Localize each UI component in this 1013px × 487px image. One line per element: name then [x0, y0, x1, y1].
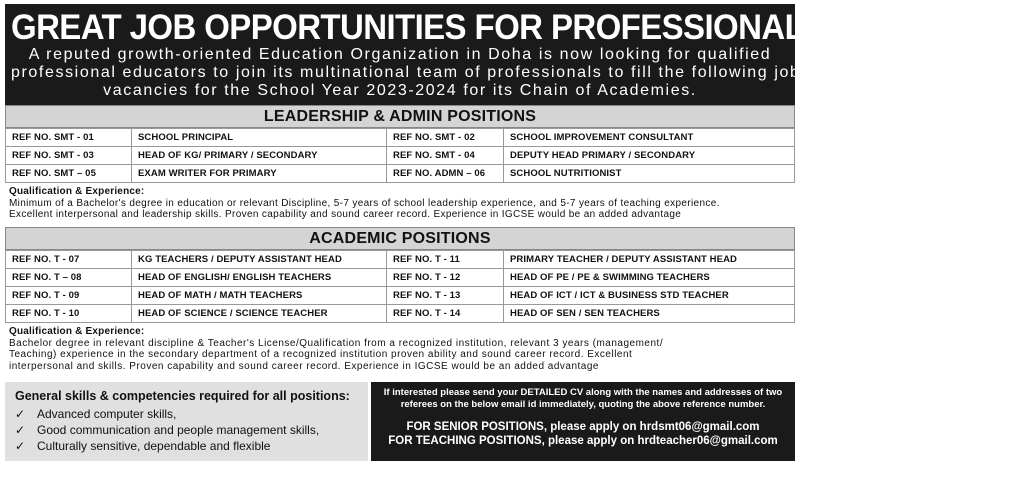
ref-number: REF NO. T - 14 — [387, 305, 504, 323]
skills-heading: General skills & competencies required for all positions: — [15, 389, 350, 403]
position-title: HEAD OF PE / PE & SWIMMING TEACHERS — [504, 269, 795, 287]
position-title: HEAD OF ICT / ICT & BUSINESS STD TEACHER — [504, 287, 795, 305]
ref-number: REF NO. T - 09 — [6, 287, 132, 305]
list-item — [15, 438, 358, 454]
teaching-apply-email: FOR TEACHING POSITIONS, please apply on hrdteacher06@gmail.com — [388, 435, 778, 447]
qualification-line: Bachelor degree in relevant discipline & Teacher's License/Qualification from a recognized institution, relevant 3 years (management/ — [9, 337, 664, 349]
ref-number: REF NO. T – 08 — [6, 269, 132, 287]
position-title: SCHOOL PRINCIPAL — [132, 129, 387, 147]
position-title: HEAD OF SCIENCE / SCIENCE TEACHER — [132, 305, 387, 323]
ref-number: REF NO. T - 13 — [387, 287, 504, 305]
apply-panel — [371, 382, 795, 461]
position-title: PRIMARY TEACHER / DEPUTY ASSISTANT HEAD — [504, 251, 795, 269]
leadership-section-title: LEADERSHIP & ADMIN POSITIONS — [5, 105, 795, 128]
academic-positions-table — [5, 250, 795, 323]
checkmark-icon: ✓ — [15, 439, 26, 453]
ref-number: REF NO. SMT - 03 — [6, 147, 132, 165]
table-row — [6, 251, 795, 269]
ref-number: REF NO. T - 07 — [6, 251, 132, 269]
leadership-positions-table — [5, 128, 795, 183]
leadership-qualification — [5, 183, 795, 227]
header-banner — [5, 4, 1013, 105]
qualification-heading: Qualification & Experience: — [9, 326, 145, 337]
ad-title: GREAT JOB OPPORTUNITIES FOR PROFESSIONAL EDUCATORS — [11, 6, 1013, 47]
skill-text: Culturally sensitive, dependable and flexible — [37, 439, 271, 453]
academic-section-title: ACADEMIC POSITIONS — [5, 227, 795, 250]
ref-number: REF NO. T - 12 — [387, 269, 504, 287]
ref-number: REF NO. SMT - 02 — [387, 129, 504, 147]
apply-instructions: referees on the below email id immediately, quoting the above reference number. — [400, 399, 766, 410]
position-title: HEAD OF KG/ PRIMARY / SECONDARY — [132, 147, 387, 165]
qualification-line: Excellent interpersonal and leadership skills. Proven capability and sound career record. Experience in IGCSE would be an added advantage — [9, 209, 682, 220]
intro-line: professional educators to join its multinational team of professionals to fill the following job — [11, 64, 801, 81]
skill-text: Advanced computer skills, — [37, 407, 177, 421]
ref-number: REF NO. T - 11 — [387, 251, 504, 269]
footer-panels — [5, 382, 795, 461]
intro-line: A reputed growth-oriented Education Organization in Doha is now looking for qualified — [28, 46, 772, 63]
position-title: HEAD OF ENGLISH/ ENGLISH TEACHERS — [132, 269, 387, 287]
ref-number: REF NO. SMT - 04 — [387, 147, 504, 165]
skills-panel — [5, 382, 368, 461]
ref-number: REF NO. ADMN – 06 — [387, 165, 504, 183]
ref-number: REF NO. T - 10 — [6, 305, 132, 323]
checkmark-icon: ✓ — [15, 407, 26, 421]
apply-instructions: If interested please send your DETAILED CV along with the names and addresses of two — [383, 387, 783, 398]
senior-apply-email: FOR SENIOR POSITIONS, please apply on hrdsmt06@gmail.com — [406, 421, 760, 433]
position-title: EXAM WRITER FOR PRIMARY — [132, 165, 387, 183]
table-row — [6, 147, 795, 165]
position-title: SCHOOL NUTRITIONIST — [504, 165, 795, 183]
table-row — [6, 305, 795, 323]
table-row — [6, 269, 795, 287]
table-row — [6, 287, 795, 305]
checkmark-icon: ✓ — [15, 423, 26, 437]
position-title: KG TEACHERS / DEPUTY ASSISTANT HEAD — [132, 251, 387, 269]
table-row — [6, 129, 795, 147]
position-title: HEAD OF MATH / MATH TEACHERS — [132, 287, 387, 305]
position-title: DEPUTY HEAD PRIMARY / SECONDARY — [504, 147, 795, 165]
qualification-heading: Qualification & Experience: — [9, 186, 145, 197]
ref-number: REF NO. SMT - 01 — [6, 129, 132, 147]
position-title: SCHOOL IMPROVEMENT CONSULTANT — [504, 129, 795, 147]
table-row — [6, 165, 795, 183]
list-item — [15, 406, 358, 422]
skill-text: Good communication and people management skills, — [37, 423, 320, 437]
qualification-line: Teaching) experience in the secondary department of a recognized institution proven ability and sound career record. Excellent — [9, 349, 633, 360]
academic-qualification — [5, 323, 795, 376]
list-item — [15, 422, 358, 438]
intro-line: vacancies for the School Year 2023-2024 for its Chain of Academies. — [103, 82, 697, 99]
qualification-line: Minimum of a Bachelor's degree in education or relevant Discipline, 5-7 years of school leadership experience, and 5-7 years of teaching experience. — [9, 197, 720, 209]
position-title: HEAD OF SEN / SEN TEACHERS — [504, 305, 795, 323]
qualification-line: interpersonal and skills. Proven capability and sound career record. Experience in IGCSE would be an added advantage — [9, 360, 599, 372]
ref-number: REF NO. SMT – 05 — [6, 165, 132, 183]
